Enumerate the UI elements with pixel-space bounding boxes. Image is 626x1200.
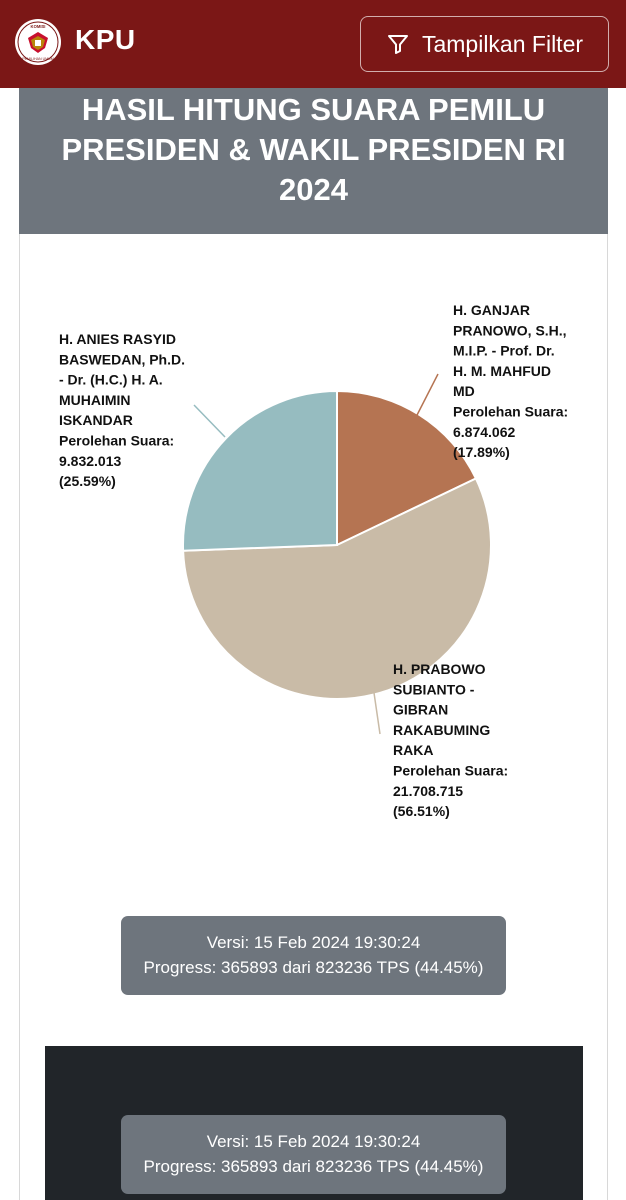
progress-text-secondary: Progress: 365893 dari 823236 TPS (44.45%) <box>143 1157 484 1176</box>
kpu-logo-icon[interactable] <box>14 18 62 66</box>
show-filter-button[interactable] <box>360 16 609 72</box>
logo-text-bottom: PEMILIHAN UMUM <box>22 57 54 61</box>
vote-pie-chart <box>0 234 626 874</box>
version-info-box <box>121 916 506 995</box>
version-info-box-secondary <box>121 1115 506 1194</box>
show-filter-label: Tampilkan Filter <box>421 30 584 57</box>
top-navbar <box>0 0 626 88</box>
leader-line-ganjar <box>415 374 438 419</box>
title-line-3: 2024 <box>279 172 348 207</box>
progress-text: Progress: 365893 dari 823236 TPS (44.45%) <box>143 958 484 977</box>
title-line-2: PRESIDEN & WAKIL PRESIDEN RI <box>61 132 566 167</box>
brand-name[interactable]: KPU <box>75 24 136 55</box>
page-title <box>19 88 608 234</box>
filter-funnel-icon <box>386 32 410 56</box>
pie-label-anies: H. ANIES RASYID BASWEDAN, Ph.D. - Dr. (H.C.) H. A. MUHAIMIN ISKANDAR Perolehan Suara: 9.832.013 (25.59%) <box>59 331 185 490</box>
version-text: Versi: 15 Feb 2024 19:30:24 <box>206 933 421 952</box>
leader-line-anies <box>194 405 225 437</box>
logo-text-top: KOMISI <box>30 24 46 29</box>
pie-chart-svg <box>0 234 626 874</box>
pie-label-ganjar: H. GANJAR PRANOWO, S.H., M.I.P. - Prof. Dr. H. M. MAHFUD MD Perolehan Suara: 6.874.062 (17.89%) <box>453 302 569 461</box>
version-text-secondary: Versi: 15 Feb 2024 19:30:24 <box>206 1132 421 1151</box>
pie-slice-anies[interactable] <box>183 391 337 551</box>
title-line-1: HASIL HITUNG SUARA PEMILU <box>81 92 546 127</box>
pie-label-prabowo: H. PRABOWO SUBIANTO -GIBRAN RAKABUMING RAKA Perolehan Suara: 21.708.715 (56.51%) <box>393 661 509 820</box>
